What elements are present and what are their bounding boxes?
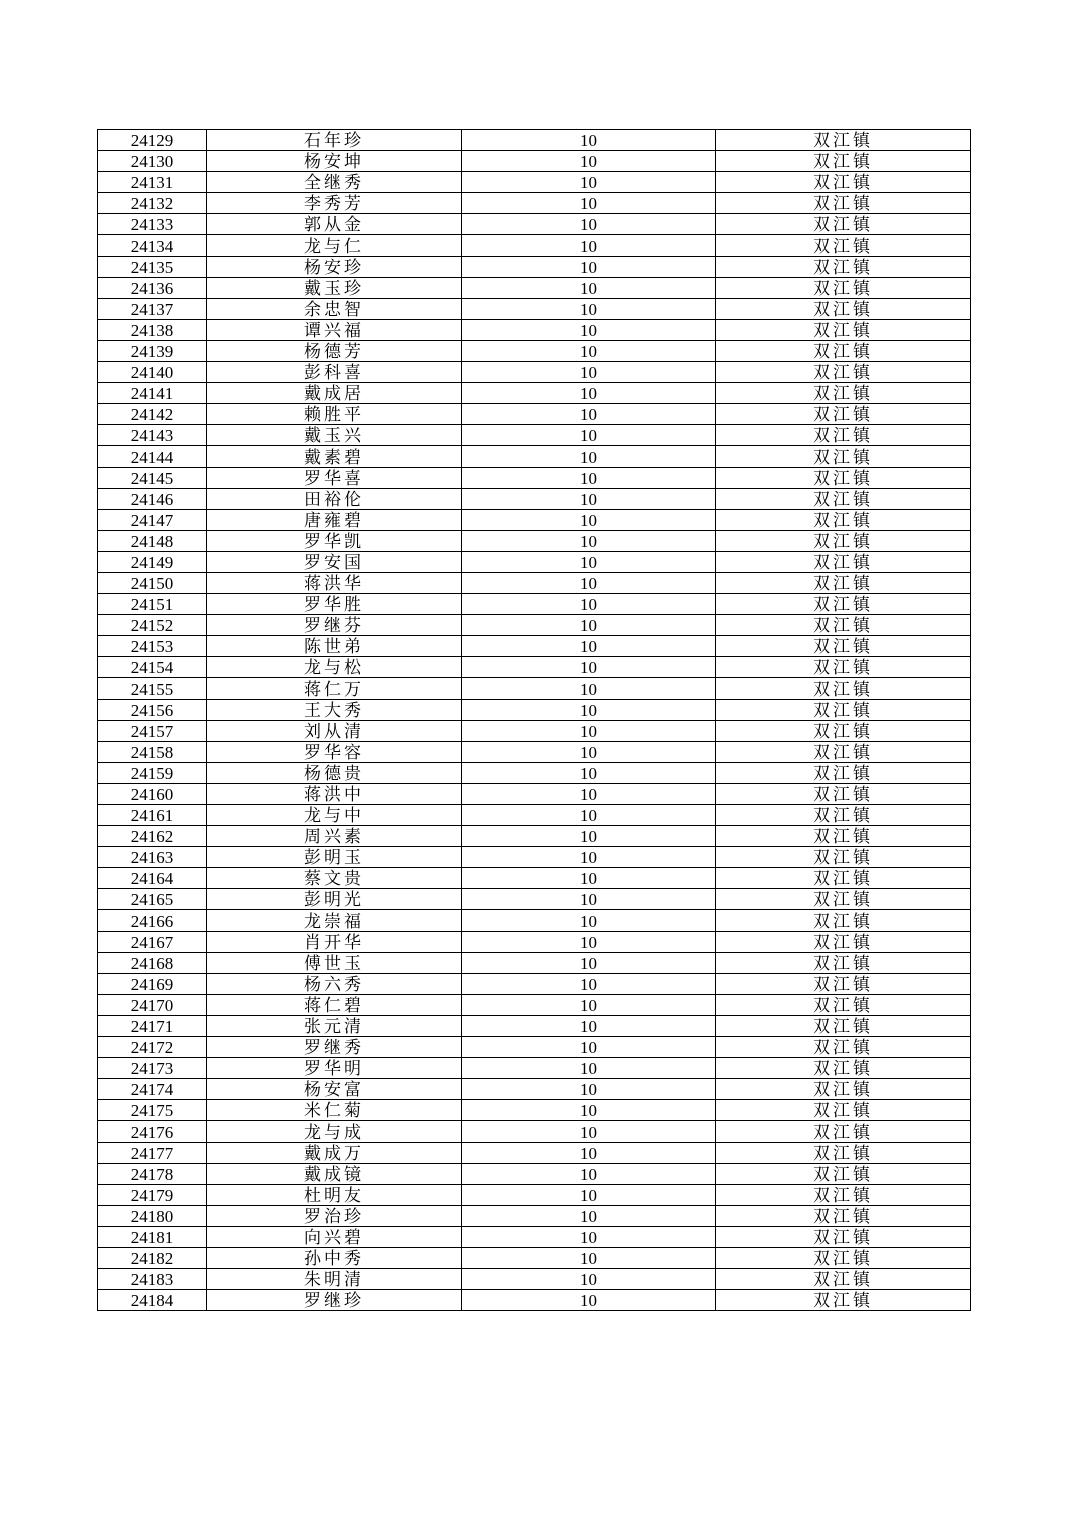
row-id-cell: 24183 (98, 1269, 207, 1290)
row-name-cell: 向兴碧 (207, 1226, 462, 1247)
row-town-cell: 双江镇 (716, 340, 971, 361)
row-id-cell: 24154 (98, 657, 207, 678)
row-id-cell: 24153 (98, 636, 207, 657)
row-town-cell: 双江镇 (716, 383, 971, 404)
row-amount-cell: 10 (462, 572, 716, 593)
row-town-cell: 双江镇 (716, 572, 971, 593)
row-amount-cell: 10 (462, 256, 716, 277)
row-name-cell: 谭兴福 (207, 319, 462, 340)
row-name-cell: 李秀芳 (207, 193, 462, 214)
row-amount-cell: 10 (462, 1184, 716, 1205)
row-amount-cell: 10 (462, 425, 716, 446)
row-town-cell: 双江镇 (716, 1205, 971, 1226)
table-row (98, 805, 971, 826)
row-amount-cell: 10 (462, 467, 716, 488)
row-town-cell: 双江镇 (716, 530, 971, 551)
row-id-cell: 24148 (98, 530, 207, 551)
table-row (98, 383, 971, 404)
row-id-cell: 24159 (98, 762, 207, 783)
table-row (98, 277, 971, 298)
table-row (98, 1163, 971, 1184)
row-id-cell: 24138 (98, 319, 207, 340)
row-name-cell: 石年珍 (207, 130, 462, 151)
row-town-cell: 双江镇 (716, 826, 971, 847)
table-row (98, 362, 971, 383)
row-amount-cell: 10 (462, 1121, 716, 1142)
row-id-cell: 24169 (98, 973, 207, 994)
row-amount-cell: 10 (462, 446, 716, 467)
row-town-cell: 双江镇 (716, 657, 971, 678)
table-row (98, 425, 971, 446)
row-town-cell: 双江镇 (716, 277, 971, 298)
row-amount-cell: 10 (462, 994, 716, 1015)
row-amount-cell: 10 (462, 530, 716, 551)
row-id-cell: 24139 (98, 340, 207, 361)
table-row (98, 1015, 971, 1036)
row-id-cell: 24172 (98, 1037, 207, 1058)
row-id-cell: 24181 (98, 1226, 207, 1247)
row-id-cell: 24142 (98, 404, 207, 425)
row-town-cell: 双江镇 (716, 889, 971, 910)
row-id-cell: 24176 (98, 1121, 207, 1142)
row-amount-cell: 10 (462, 952, 716, 973)
table-row (98, 762, 971, 783)
table-row (98, 1226, 971, 1247)
row-town-cell: 双江镇 (716, 636, 971, 657)
row-name-cell: 戴成镜 (207, 1163, 462, 1184)
row-amount-cell: 10 (462, 826, 716, 847)
row-id-cell: 24168 (98, 952, 207, 973)
row-name-cell: 蒋洪华 (207, 572, 462, 593)
row-name-cell: 周兴素 (207, 826, 462, 847)
row-amount-cell: 10 (462, 1163, 716, 1184)
row-town-cell: 双江镇 (716, 783, 971, 804)
row-amount-cell: 10 (462, 509, 716, 530)
row-amount-cell: 10 (462, 1079, 716, 1100)
table-row (98, 699, 971, 720)
row-town-cell: 双江镇 (716, 551, 971, 572)
row-amount-cell: 10 (462, 699, 716, 720)
row-amount-cell: 10 (462, 973, 716, 994)
row-name-cell: 陈世弟 (207, 636, 462, 657)
row-name-cell: 刘从清 (207, 720, 462, 741)
table-row (98, 1247, 971, 1268)
table-row (98, 1142, 971, 1163)
row-amount-cell: 10 (462, 277, 716, 298)
row-town-cell: 双江镇 (716, 1079, 971, 1100)
row-town-cell: 双江镇 (716, 1100, 971, 1121)
row-amount-cell: 10 (462, 1015, 716, 1036)
row-id-cell: 24161 (98, 805, 207, 826)
row-id-cell: 24155 (98, 678, 207, 699)
row-amount-cell: 10 (462, 889, 716, 910)
row-town-cell: 双江镇 (716, 1121, 971, 1142)
row-amount-cell: 10 (462, 678, 716, 699)
row-id-cell: 24129 (98, 130, 207, 151)
row-id-cell: 24158 (98, 741, 207, 762)
table-row (98, 130, 971, 151)
row-town-cell: 双江镇 (716, 1226, 971, 1247)
row-town-cell: 双江镇 (716, 1037, 971, 1058)
row-id-cell: 24178 (98, 1163, 207, 1184)
row-id-cell: 24162 (98, 826, 207, 847)
row-id-cell: 24180 (98, 1205, 207, 1226)
row-name-cell: 米仁菊 (207, 1100, 462, 1121)
table-row (98, 783, 971, 804)
row-amount-cell: 10 (462, 1205, 716, 1226)
row-amount-cell: 10 (462, 910, 716, 931)
row-id-cell: 24157 (98, 720, 207, 741)
row-id-cell: 24147 (98, 509, 207, 530)
row-amount-cell: 10 (462, 404, 716, 425)
row-id-cell: 24132 (98, 193, 207, 214)
row-id-cell: 24136 (98, 277, 207, 298)
row-amount-cell: 10 (462, 741, 716, 762)
row-id-cell: 24134 (98, 235, 207, 256)
row-town-cell: 双江镇 (716, 1015, 971, 1036)
row-id-cell: 24151 (98, 594, 207, 615)
table-row (98, 910, 971, 931)
row-name-cell: 傅世玉 (207, 952, 462, 973)
row-town-cell: 双江镇 (716, 762, 971, 783)
row-id-cell: 24145 (98, 467, 207, 488)
row-town-cell: 双江镇 (716, 931, 971, 952)
row-name-cell: 杨安坤 (207, 151, 462, 172)
row-name-cell: 孙中秀 (207, 1247, 462, 1268)
row-id-cell: 24163 (98, 847, 207, 868)
table-row (98, 994, 971, 1015)
row-town-cell: 双江镇 (716, 847, 971, 868)
row-town-cell: 双江镇 (716, 699, 971, 720)
row-town-cell: 双江镇 (716, 973, 971, 994)
table-row (98, 214, 971, 235)
row-id-cell: 24160 (98, 783, 207, 804)
row-town-cell: 双江镇 (716, 741, 971, 762)
data-table-container (97, 129, 970, 1311)
row-amount-cell: 10 (462, 1037, 716, 1058)
table-row (98, 594, 971, 615)
row-town-cell: 双江镇 (716, 467, 971, 488)
row-name-cell: 朱明清 (207, 1269, 462, 1290)
row-amount-cell: 10 (462, 720, 716, 741)
row-name-cell: 杨德贵 (207, 762, 462, 783)
row-amount-cell: 10 (462, 1290, 716, 1311)
row-amount-cell: 10 (462, 594, 716, 615)
row-amount-cell: 10 (462, 340, 716, 361)
table-row (98, 1121, 971, 1142)
row-name-cell: 戴素碧 (207, 446, 462, 467)
row-id-cell: 24182 (98, 1247, 207, 1268)
table-row (98, 467, 971, 488)
row-id-cell: 24137 (98, 298, 207, 319)
row-town-cell: 双江镇 (716, 319, 971, 340)
row-id-cell: 24184 (98, 1290, 207, 1311)
row-town-cell: 双江镇 (716, 151, 971, 172)
row-name-cell: 唐雍碧 (207, 509, 462, 530)
table-row (98, 868, 971, 889)
row-town-cell: 双江镇 (716, 446, 971, 467)
table-row (98, 657, 971, 678)
row-id-cell: 24133 (98, 214, 207, 235)
row-amount-cell: 10 (462, 657, 716, 678)
row-town-cell: 双江镇 (716, 1142, 971, 1163)
table-row (98, 235, 971, 256)
row-id-cell: 24164 (98, 868, 207, 889)
row-town-cell: 双江镇 (716, 952, 971, 973)
row-name-cell: 杨六秀 (207, 973, 462, 994)
row-name-cell: 罗华容 (207, 741, 462, 762)
row-name-cell: 杨安富 (207, 1079, 462, 1100)
row-town-cell: 双江镇 (716, 425, 971, 446)
row-amount-cell: 10 (462, 1226, 716, 1247)
row-id-cell: 24140 (98, 362, 207, 383)
row-amount-cell: 10 (462, 615, 716, 636)
row-town-cell: 双江镇 (716, 615, 971, 636)
row-amount-cell: 10 (462, 151, 716, 172)
row-id-cell: 24131 (98, 172, 207, 193)
table-row (98, 151, 971, 172)
table-row (98, 741, 971, 762)
table-row (98, 319, 971, 340)
row-id-cell: 24166 (98, 910, 207, 931)
table-row (98, 931, 971, 952)
row-town-cell: 双江镇 (716, 1290, 971, 1311)
row-id-cell: 24150 (98, 572, 207, 593)
row-name-cell: 全继秀 (207, 172, 462, 193)
row-id-cell: 24146 (98, 488, 207, 509)
row-id-cell: 24171 (98, 1015, 207, 1036)
table-row (98, 1100, 971, 1121)
table-row (98, 615, 971, 636)
row-town-cell: 双江镇 (716, 1163, 971, 1184)
table-row (98, 826, 971, 847)
row-name-cell: 戴玉珍 (207, 277, 462, 298)
table-row (98, 1037, 971, 1058)
row-name-cell: 罗华明 (207, 1058, 462, 1079)
table-row (98, 509, 971, 530)
row-name-cell: 杨德芳 (207, 340, 462, 361)
row-name-cell: 龙与仁 (207, 235, 462, 256)
row-amount-cell: 10 (462, 931, 716, 952)
row-id-cell: 24175 (98, 1100, 207, 1121)
row-town-cell: 双江镇 (716, 805, 971, 826)
table-row (98, 1269, 971, 1290)
row-amount-cell: 10 (462, 172, 716, 193)
table-row (98, 572, 971, 593)
row-amount-cell: 10 (462, 551, 716, 572)
table-row (98, 488, 971, 509)
row-amount-cell: 10 (462, 362, 716, 383)
row-amount-cell: 10 (462, 383, 716, 404)
row-town-cell: 双江镇 (716, 1269, 971, 1290)
row-amount-cell: 10 (462, 805, 716, 826)
row-amount-cell: 10 (462, 488, 716, 509)
row-town-cell: 双江镇 (716, 594, 971, 615)
row-name-cell: 杨安珍 (207, 256, 462, 277)
row-amount-cell: 10 (462, 783, 716, 804)
row-name-cell: 余忠智 (207, 298, 462, 319)
row-name-cell: 王大秀 (207, 699, 462, 720)
row-amount-cell: 10 (462, 1269, 716, 1290)
table-row (98, 889, 971, 910)
table-row (98, 952, 971, 973)
row-name-cell: 戴成居 (207, 383, 462, 404)
row-name-cell: 罗安国 (207, 551, 462, 572)
row-name-cell: 蒋仁碧 (207, 994, 462, 1015)
row-town-cell: 双江镇 (716, 509, 971, 530)
row-amount-cell: 10 (462, 319, 716, 340)
table-row (98, 1079, 971, 1100)
table-body (98, 130, 971, 1311)
row-id-cell: 24167 (98, 931, 207, 952)
row-id-cell: 24152 (98, 615, 207, 636)
row-town-cell: 双江镇 (716, 678, 971, 699)
row-amount-cell: 10 (462, 1247, 716, 1268)
row-name-cell: 罗华喜 (207, 467, 462, 488)
table-row (98, 973, 971, 994)
table-row (98, 404, 971, 425)
row-name-cell: 龙与中 (207, 805, 462, 826)
row-amount-cell: 10 (462, 1100, 716, 1121)
row-town-cell: 双江镇 (716, 172, 971, 193)
row-name-cell: 肖开华 (207, 931, 462, 952)
row-name-cell: 龙崇福 (207, 910, 462, 931)
table-row (98, 172, 971, 193)
table-row (98, 340, 971, 361)
row-town-cell: 双江镇 (716, 488, 971, 509)
row-town-cell: 双江镇 (716, 1247, 971, 1268)
row-id-cell: 24170 (98, 994, 207, 1015)
row-town-cell: 双江镇 (716, 298, 971, 319)
row-name-cell: 戴玉兴 (207, 425, 462, 446)
row-name-cell: 赖胜平 (207, 404, 462, 425)
row-amount-cell: 10 (462, 636, 716, 657)
row-town-cell: 双江镇 (716, 720, 971, 741)
row-amount-cell: 10 (462, 193, 716, 214)
row-amount-cell: 10 (462, 298, 716, 319)
table-row (98, 551, 971, 572)
row-town-cell: 双江镇 (716, 214, 971, 235)
table-row (98, 720, 971, 741)
row-town-cell: 双江镇 (716, 362, 971, 383)
row-id-cell: 24165 (98, 889, 207, 910)
row-name-cell: 彭科喜 (207, 362, 462, 383)
row-name-cell: 彭明光 (207, 889, 462, 910)
row-name-cell: 罗继芬 (207, 615, 462, 636)
table-row (98, 1290, 971, 1311)
row-id-cell: 24143 (98, 425, 207, 446)
row-name-cell: 戴成万 (207, 1142, 462, 1163)
row-amount-cell: 10 (462, 1142, 716, 1163)
table-row (98, 446, 971, 467)
table-row (98, 847, 971, 868)
row-amount-cell: 10 (462, 235, 716, 256)
data-table (97, 129, 971, 1311)
row-town-cell: 双江镇 (716, 994, 971, 1015)
row-name-cell: 郭从金 (207, 214, 462, 235)
table-row (98, 678, 971, 699)
table-row (98, 193, 971, 214)
row-town-cell: 双江镇 (716, 1184, 971, 1205)
row-amount-cell: 10 (462, 130, 716, 151)
row-name-cell: 蒋洪中 (207, 783, 462, 804)
row-town-cell: 双江镇 (716, 256, 971, 277)
table-row (98, 298, 971, 319)
table-row (98, 1205, 971, 1226)
row-town-cell: 双江镇 (716, 193, 971, 214)
row-id-cell: 24177 (98, 1142, 207, 1163)
row-name-cell: 蔡文贵 (207, 868, 462, 889)
table-row (98, 256, 971, 277)
row-name-cell: 彭明玉 (207, 847, 462, 868)
row-id-cell: 24144 (98, 446, 207, 467)
row-town-cell: 双江镇 (716, 404, 971, 425)
table-row (98, 1058, 971, 1079)
row-town-cell: 双江镇 (716, 868, 971, 889)
table-row (98, 1184, 971, 1205)
row-name-cell: 杜明友 (207, 1184, 462, 1205)
row-name-cell: 张元清 (207, 1015, 462, 1036)
row-amount-cell: 10 (462, 847, 716, 868)
row-name-cell: 罗继秀 (207, 1037, 462, 1058)
row-id-cell: 24174 (98, 1079, 207, 1100)
row-amount-cell: 10 (462, 214, 716, 235)
row-name-cell: 罗华凯 (207, 530, 462, 551)
row-amount-cell: 10 (462, 1058, 716, 1079)
row-id-cell: 24130 (98, 151, 207, 172)
row-name-cell: 龙与成 (207, 1121, 462, 1142)
row-town-cell: 双江镇 (716, 130, 971, 151)
row-id-cell: 24141 (98, 383, 207, 404)
row-amount-cell: 10 (462, 762, 716, 783)
row-id-cell: 24156 (98, 699, 207, 720)
row-town-cell: 双江镇 (716, 910, 971, 931)
row-id-cell: 24173 (98, 1058, 207, 1079)
row-town-cell: 双江镇 (716, 1058, 971, 1079)
row-name-cell: 罗继珍 (207, 1290, 462, 1311)
row-id-cell: 24135 (98, 256, 207, 277)
row-name-cell: 蒋仁万 (207, 678, 462, 699)
table-row (98, 530, 971, 551)
row-town-cell: 双江镇 (716, 235, 971, 256)
row-name-cell: 龙与松 (207, 657, 462, 678)
row-id-cell: 24149 (98, 551, 207, 572)
table-row (98, 636, 971, 657)
row-id-cell: 24179 (98, 1184, 207, 1205)
row-name-cell: 罗华胜 (207, 594, 462, 615)
row-name-cell: 田裕伦 (207, 488, 462, 509)
row-name-cell: 罗治珍 (207, 1205, 462, 1226)
row-amount-cell: 10 (462, 868, 716, 889)
